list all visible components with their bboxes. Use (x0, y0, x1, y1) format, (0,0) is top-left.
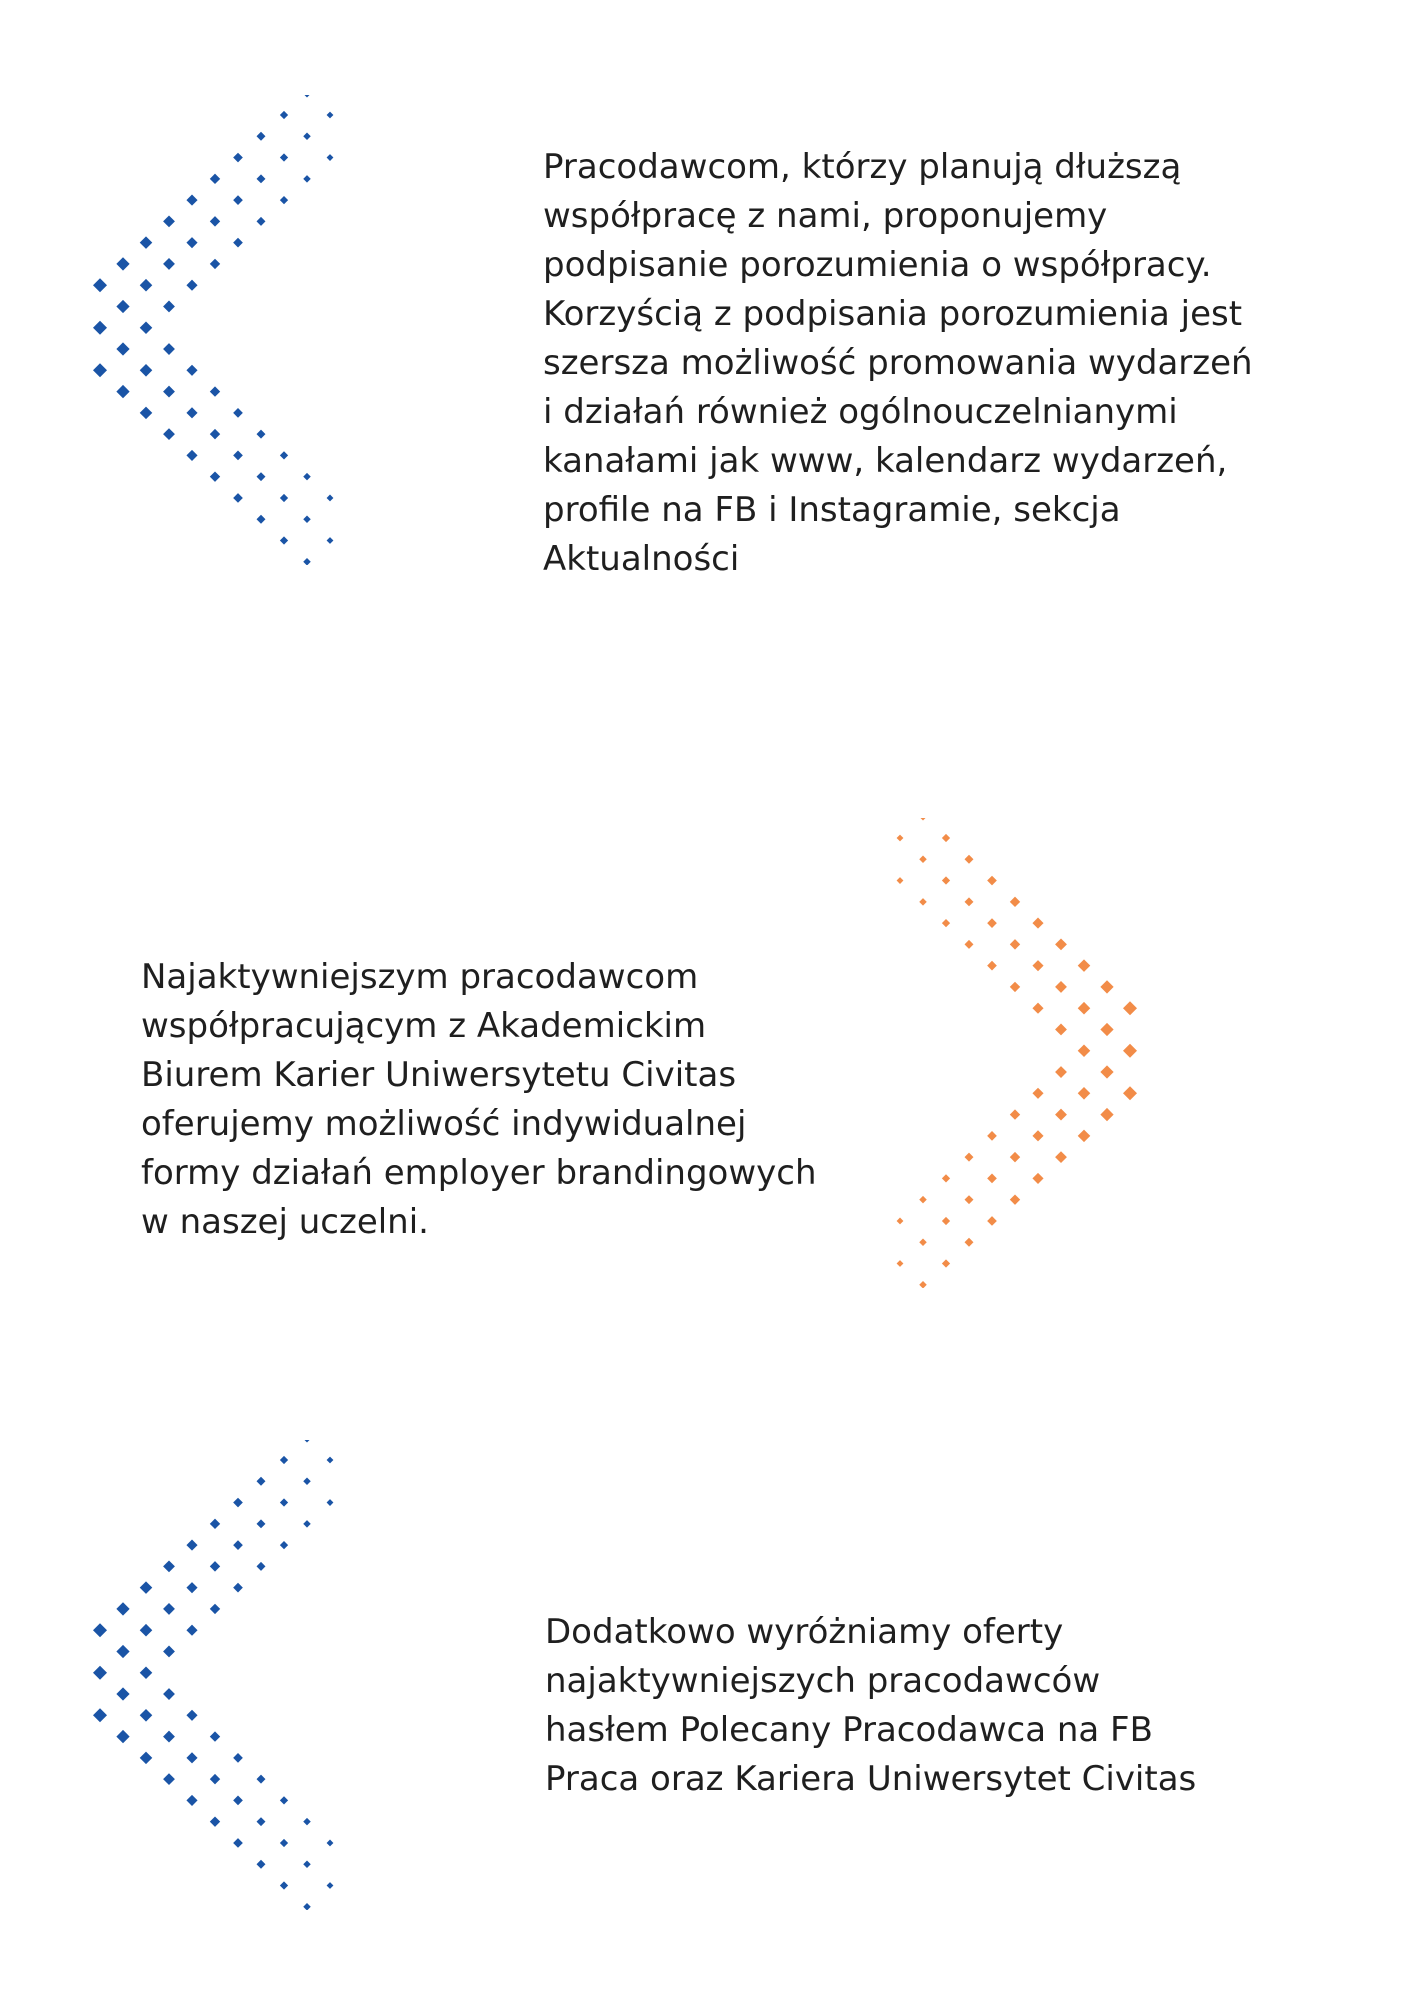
arrow-dot (942, 1174, 950, 1182)
arrow-dot (1010, 897, 1020, 907)
arrow-dot (303, 95, 311, 97)
arrow-dot (1055, 938, 1067, 950)
arrow-dot (210, 174, 220, 184)
arrow-dot (163, 343, 175, 355)
arrow-dot (233, 1540, 243, 1550)
arrow-dot (280, 494, 288, 502)
arrow-dot (280, 1796, 288, 1804)
arrow-dot (93, 1708, 107, 1722)
arrow-dot (919, 1196, 927, 1204)
arrow-dot (163, 1731, 175, 1743)
arrow-dot (186, 195, 197, 206)
arrow-dot (116, 257, 129, 270)
arrow-dot (163, 258, 175, 270)
arrow-dot (303, 558, 311, 565)
arrow-dot (1100, 1023, 1113, 1036)
arrow-dot (210, 1816, 220, 1826)
arrow-dot (116, 1687, 129, 1700)
arrow-dot (210, 259, 220, 269)
arrow-dot (1010, 982, 1020, 992)
arrow-dot (140, 1624, 153, 1637)
arrow-dot (303, 1818, 311, 1826)
chevron-right-dots-icon (80, 1440, 390, 1910)
arrow-dot (163, 428, 175, 440)
arrow-dot (210, 1774, 220, 1784)
arrow-dot (210, 216, 220, 226)
arrow-dot (257, 132, 266, 141)
paragraph-line: oferujemy możliwość indywidualnej (141, 1104, 747, 1144)
arrow-dot (210, 1731, 220, 1741)
arrow-dot (1078, 1130, 1091, 1143)
arrow-dot (93, 1623, 107, 1637)
arrow-dot (942, 1217, 950, 1225)
arrow-dot (1032, 1130, 1043, 1141)
arrow-dot (965, 897, 974, 906)
arrow-dot (987, 1216, 997, 1226)
arrow-dot (140, 1709, 153, 1722)
paragraph-line: w naszej uczelni. (141, 1202, 429, 1242)
arrow-dot (163, 1560, 175, 1572)
arrow-dot (1078, 1002, 1091, 1015)
arrow-dot (327, 1882, 334, 1889)
arrow-dot (116, 342, 129, 355)
arrow-dot (93, 321, 107, 335)
arrow-dot (1055, 1151, 1067, 1163)
arrow-dot (257, 1817, 266, 1826)
arrow-dot (186, 450, 197, 461)
arrow-dot (93, 278, 107, 292)
paragraph-line: hasłem Polecany Pracodawca na FB (545, 1710, 1153, 1750)
arrow-dot (140, 321, 153, 334)
arrow-dot (233, 1583, 243, 1593)
arrow-dot (163, 1646, 175, 1658)
arrow-dot (140, 279, 153, 292)
chevron-right-dots-icon (80, 95, 390, 565)
paragraph-line: podpisanie porozumienia o współpracy. (543, 245, 1212, 285)
arrow-dot (965, 1238, 974, 1247)
arrow-dot (1032, 960, 1043, 971)
arrow-dot (280, 1881, 288, 1889)
arrow-dot (233, 153, 243, 163)
arrow-dot (186, 280, 197, 291)
arrow-dot (163, 386, 175, 398)
arrow-dot (140, 1752, 153, 1765)
arrow-dot (186, 365, 197, 376)
arrow-dot (942, 876, 950, 884)
paragraph-line: Korzyścią z podpisania porozumienia jest (543, 294, 1243, 334)
recommended-employer-paragraph (545, 1608, 1196, 1804)
arrow-dot (303, 1478, 311, 1486)
arrow-dot (280, 536, 288, 544)
arrow-dot (257, 1860, 266, 1869)
arrow-dot (1032, 1003, 1043, 1014)
arrow-dot (280, 1541, 288, 1549)
arrow-dot (303, 473, 311, 481)
arrow-dot (987, 961, 997, 971)
arrow-dot (1100, 980, 1113, 993)
arrow-dot (280, 153, 288, 161)
arrow-dot (919, 1238, 927, 1246)
arrow-dot (186, 1540, 197, 1551)
arrow-dot (163, 1773, 175, 1785)
arrow-dot (186, 1710, 197, 1721)
arrow-dot (116, 1645, 129, 1658)
arrow-dot (327, 495, 334, 502)
paragraph-line: Aktualności (543, 539, 740, 579)
arrow-dot (280, 111, 288, 119)
arrow-dot (233, 493, 243, 503)
paragraph-line: kanałami jak www, kalendarz wydarzeń, (543, 441, 1228, 481)
arrow-dot (987, 1131, 997, 1141)
arrow-dot (163, 301, 175, 313)
arrow-dot (257, 1477, 266, 1486)
arrow-dot (186, 1752, 197, 1763)
arrow-dot (303, 1440, 311, 1442)
paragraph-line: Dodatkowo wyróżniamy oferty (545, 1612, 1064, 1652)
arrow-dot (233, 1838, 243, 1848)
arrow-dot (942, 919, 950, 927)
arrow-dot (897, 877, 904, 884)
arrow-dot (233, 451, 243, 461)
paragraph-line: Biurem Karier Uniwersytetu Civitas (141, 1055, 737, 1095)
arrow-dot (163, 1603, 175, 1615)
arrow-dot (1123, 1044, 1137, 1058)
arrow-dot (1010, 1109, 1020, 1119)
arrow-dot (1032, 1088, 1043, 1099)
arrow-dot (163, 1688, 175, 1700)
arrow-dot (1100, 1065, 1113, 1078)
arrow-dot (897, 1260, 904, 1267)
arrow-dot (257, 430, 266, 439)
arrow-dot (303, 175, 311, 183)
arrow-dot (210, 1561, 220, 1571)
arrow-dot (987, 876, 997, 886)
arrow-dot (327, 112, 334, 119)
arrow-dot (942, 834, 950, 842)
arrow-dot (280, 451, 288, 459)
arrow-dot (327, 1840, 334, 1847)
arrow-dot (1010, 1194, 1020, 1204)
paragraph-line: najaktywniejszych pracodawców (545, 1661, 1101, 1701)
arrow-dot (303, 1520, 311, 1528)
arrow-dot (233, 1796, 243, 1806)
arrow-dot (303, 1860, 311, 1868)
arrow-dot (1100, 1108, 1113, 1121)
arrow-dot (303, 515, 311, 523)
arrow-dot (210, 471, 220, 481)
arrow-dot (897, 835, 904, 842)
arrow-dot (327, 537, 334, 544)
arrow-dot (186, 237, 197, 248)
chevron-left-dots-icon (880, 818, 1190, 1288)
paragraph-line: Najaktywniejszym pracodawcom (141, 957, 699, 997)
arrow-dot (919, 856, 927, 864)
arrow-dot (965, 1153, 974, 1162)
arrow-dot (140, 407, 153, 420)
arrow-dot (965, 855, 974, 864)
paragraph-line: i działań również ogólnouczelnianymi (543, 392, 1178, 432)
arrow-dot (1055, 981, 1067, 993)
arrow-dot (186, 1795, 197, 1806)
paragraph-line: Pracodawcom, którzy planują dłuższą (543, 147, 1182, 187)
arrow-dot (233, 238, 243, 248)
arrow-dot (327, 1499, 334, 1506)
arrow-dot (93, 1666, 107, 1680)
arrow-dot (1055, 1066, 1067, 1078)
arrow-dot (1078, 959, 1091, 972)
arrow-dot (186, 1582, 197, 1593)
paragraph-line: współpracującym z Akademickim (141, 1006, 707, 1046)
arrow-dot (93, 363, 107, 377)
arrow-dot (210, 429, 220, 439)
arrow-dot (186, 1625, 197, 1636)
arrow-dot (303, 133, 311, 141)
arrow-dot (965, 940, 974, 949)
arrow-dot (163, 215, 175, 227)
arrow-dot (116, 385, 129, 398)
arrow-dot (257, 174, 266, 183)
arrow-dot (257, 472, 266, 481)
arrow-dot (1078, 1044, 1091, 1057)
arrow-dot (280, 1498, 288, 1506)
arrow-dot (116, 1730, 129, 1743)
arrow-dot (140, 236, 153, 249)
arrow-dot (257, 1519, 266, 1528)
arrow-dot (116, 1602, 129, 1615)
arrow-dot (919, 818, 927, 820)
paragraph-line: formy działań employer brandingowych (141, 1153, 817, 1193)
arrow-dot (140, 1581, 153, 1594)
employer-branding-paragraph (141, 953, 817, 1247)
arrow-dot (116, 300, 129, 313)
arrow-dot (1010, 939, 1020, 949)
arrow-dot (919, 1281, 927, 1288)
arrow-dot (257, 217, 266, 226)
arrow-dot (140, 364, 153, 377)
arrow-dot (257, 1775, 266, 1784)
paragraph-line: współpracę z nami, proponujemy (543, 196, 1108, 236)
arrow-dot (1032, 918, 1043, 929)
arrow-dot (280, 1456, 288, 1464)
arrow-dot (897, 1218, 904, 1225)
arrow-dot (233, 1753, 243, 1763)
arrow-dot (1055, 1109, 1067, 1121)
arrow-dot (1010, 1152, 1020, 1162)
paragraph-line: profile na FB i Instagramie, sekcja (543, 490, 1121, 530)
arrow-dot (210, 386, 220, 396)
arrow-dot (987, 918, 997, 928)
arrow-dot (1123, 1086, 1137, 1100)
arrow-dot (140, 1666, 153, 1679)
arrow-dot (303, 1903, 311, 1910)
arrow-dot (210, 1604, 220, 1614)
paragraph-line: szersza możliwość promowania wydarzeń (543, 343, 1253, 383)
arrow-dot (186, 407, 197, 418)
arrow-dot (1055, 1024, 1067, 1036)
arrow-dot (233, 1498, 243, 1508)
arrow-dot (257, 515, 266, 524)
arrow-dot (1078, 1087, 1091, 1100)
arrow-dot (965, 1195, 974, 1204)
arrow-dot (280, 1839, 288, 1847)
arrow-dot (987, 1174, 997, 1184)
arrow-dot (327, 1457, 334, 1464)
partnership-agreement-paragraph (543, 143, 1253, 584)
arrow-dot (210, 1519, 220, 1529)
arrow-dot (1123, 1001, 1137, 1015)
arrow-dot (1032, 1173, 1043, 1184)
paragraph-line: Praca oraz Kariera Uniwersytet Civitas (545, 1759, 1197, 1799)
arrow-dot (233, 195, 243, 205)
arrow-dot (257, 1562, 266, 1571)
arrow-dot (919, 898, 927, 906)
arrow-dot (327, 154, 334, 161)
arrow-dot (233, 408, 243, 418)
arrow-dot (942, 1259, 950, 1267)
arrow-dot (280, 196, 288, 204)
